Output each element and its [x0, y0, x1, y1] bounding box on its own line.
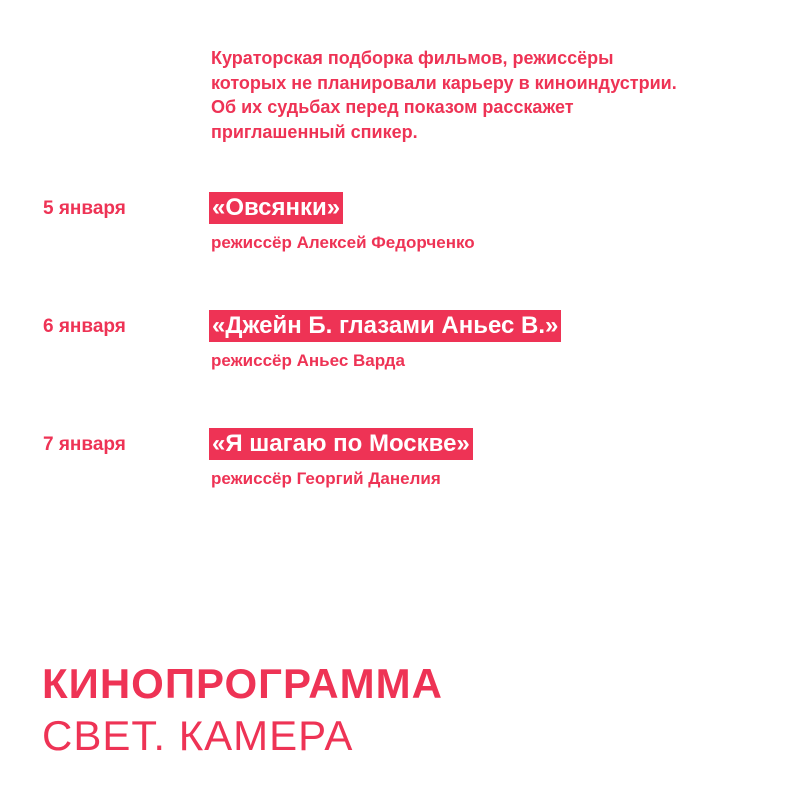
event-director: режиссёр Георгий Данелия: [211, 469, 441, 488]
event-title: «Джейн Б. глазами Аньес В.»: [209, 310, 561, 342]
intro-text: [211, 46, 771, 144]
program-title: КИНОПРОГРАММА: [42, 660, 443, 707]
intro-line: Кураторская подборка фильмов, режиссёры: [211, 48, 614, 68]
event-director: режиссёр Аньес Варда: [211, 351, 405, 370]
program-subtitle: СВЕТ. КАМЕРА: [42, 712, 354, 759]
event-date: 7 января: [43, 434, 126, 455]
event-date: 5 января: [43, 198, 126, 219]
intro-line: Об их судьбах перед показом расскажет: [211, 97, 574, 117]
intro-line: которых не планировали карьеру в киноиндустрии.: [211, 72, 677, 93]
event-director: режиссёр Алексей Федорченко: [211, 233, 475, 252]
event-title: «Я шагаю по Москве»: [209, 428, 473, 460]
event-date: 6 января: [43, 316, 126, 337]
intro-line: приглашенный спикер.: [211, 121, 418, 142]
event-title: «Овсянки»: [209, 192, 343, 224]
